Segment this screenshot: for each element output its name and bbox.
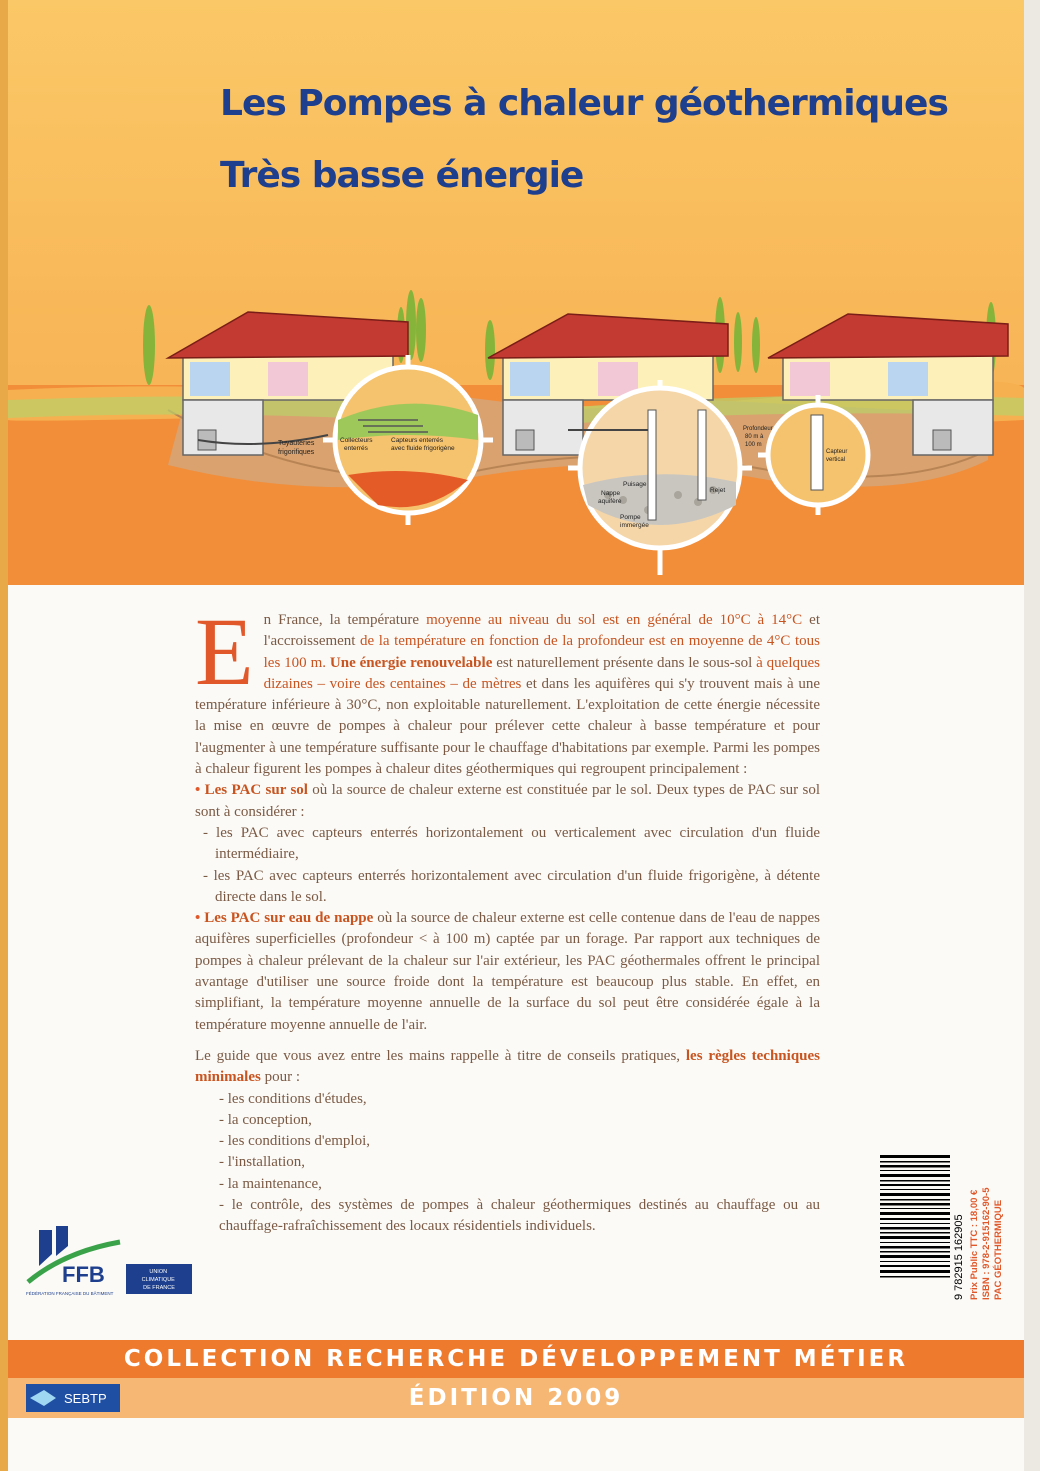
geothermal-illustration [8, 290, 1024, 585]
svg-text:FÉDÉRATION FRANÇAISE DU BÂTIME: FÉDÉRATION FRANÇAISE DU BÂTIMENT [26, 1291, 114, 1296]
bottom-margin [8, 1418, 1024, 1471]
list-item: - le contrôle, des systèmes de pompes à chaleur géothermiques destinés au chauffage ou au chauffage-rafraîchissement des locaux résidentiels individuels. [219, 1197, 820, 1235]
label-nappe: Nappe aquifère [598, 490, 622, 505]
list-item: - la conception, [219, 1111, 312, 1128]
ffb-logo [24, 1222, 194, 1300]
highlight-renewable: Une énergie renouvelable [329, 654, 493, 671]
sebtp-logo [26, 1384, 120, 1412]
barcode-block [876, 1150, 1011, 1320]
highlight-depth: à quelques dizaines – voire des centaines – de mètres [263, 654, 821, 692]
label-capteur-vertical: Capteur vertical [826, 449, 848, 463]
barcode-number: 9 782915 162905 [953, 1214, 965, 1300]
list-item: - les conditions d'études, [219, 1090, 367, 1107]
page-title: Les Pompes à chaleur géothermiques [220, 83, 948, 124]
bullet-pac-nappe: • Les PAC sur eau de nappe où la source de chaleur externe est celle contenue dans de l'eau de nappes aquifères superficielles (profondeur < à 100 m) captée par un forage. Par rapport aux techniques de pompes à chaleur prélevant de la chaleur sur l'air extérieur, les PAC géothermales offrent le principal avantage d'utiliser une source froide dont la température est beaucoup plus stable. En effet, en simplifiant, la température moyenne annuelle de la surface du sol peut être considérée égale à la température moyenne annuelle de l'air. [195, 910, 820, 1033]
label-rejet: Rejet [710, 487, 726, 494]
bullet-dot: • [195, 782, 205, 799]
label-collecteurs: Collecteurs enterrés [340, 437, 373, 452]
highlight-gradient: de la température en fonction de la profondeur est en moyenne de 4°C tous les 100 m. [263, 633, 820, 671]
svg-text:SEBTP: SEBTP [64, 1391, 107, 1406]
label-puisage: Puisage [623, 481, 647, 488]
intro-paragraph: En France, la température moyenne au niveau du sol est en général de 10°C à 14°C et l'accroissement de la température en fonction de la profondeur est en moyenne de 4°C tous les 100 m. Une énergie renouvelable est naturellement présente dans le sous-sol à quelques dizaines – voire des centaines – de mètres et dans les aquifères qui s'y trouvent mais à une température inférieure à 30°C, non exploitable naturellement. L'exploitation de cette énergie nécessite la mise en œuvre de pompes à chaleur pour prélever cette chaleur à basse température et pour l'augmenter à une température suffisante pour le chauffage d'habitations par exemple. Parmi les pompes à chaleur figurent les pompes à chaleur dites géothermiques qui regroupent principalement : [195, 598, 821, 778]
svg-text:UNION CLIMATIQUE D: UNION CLIMATIQUE DE FRANCE [141, 1269, 175, 1291]
edition-label: ÉDITION 2009 [408, 1385, 624, 1411]
drop-cap: E [195, 598, 254, 705]
svg-text:FFB: FFB [62, 1262, 105, 1287]
description-body [195, 598, 821, 1238]
isbn-label: ISBN : 978-2-915162-90-5 [981, 1187, 992, 1300]
label-tuyauteries: Tuyauteries frigorifiques [278, 440, 315, 456]
bullet-pac-sol: • Les PAC sur sol où la source de chaleur externe est constituée par le sol. Deux types de PAC sur sol sont à considérer : [195, 782, 820, 820]
sub-item: - les PAC avec capteurs enterrés horizontalement avec circulation d'un fluide frigorigène, à détente directe dans le sol. [203, 867, 820, 905]
collection-title: COLLECTION RECHERCHE DÉVELOPPEMENT MÉTIER [123, 1346, 909, 1372]
label-capteurs: Capteurs enterrés avec fluide frigorigène [391, 437, 455, 452]
highlight-temperature: moyenne au niveau du sol est en général de 10°C à 14°C [426, 612, 803, 628]
barcode-bars [880, 1155, 950, 1278]
reference-label: PAC GÉOTHERMIQUE [993, 1199, 1004, 1300]
bullet-dot: • [195, 910, 205, 927]
list-item: - la maintenance, [219, 1175, 322, 1192]
list-item: - les conditions d'emploi, [219, 1133, 371, 1150]
label-pompe: Pompe immergée [620, 514, 649, 529]
cover-edge-strip [0, 0, 8, 1471]
price-label: Prix Public TTC : 18,00 € [969, 1189, 980, 1300]
label-profondeur: Profondeur 80 m à 100 m [743, 426, 773, 448]
scan-margin [1024, 0, 1040, 1471]
sub-item: - les PAC avec capteurs enterrés horizontalement ou verticalement avec circulation d'un fluide intermédiaire, [203, 824, 820, 863]
page-subtitle: Très basse énergie [220, 155, 584, 196]
list-item: - l'installation, [219, 1154, 306, 1171]
guide-paragraph: Le guide que vous avez entre les mains rappelle à titre de conseils pratiques, les règles techniques minimales pour : [195, 1047, 820, 1086]
